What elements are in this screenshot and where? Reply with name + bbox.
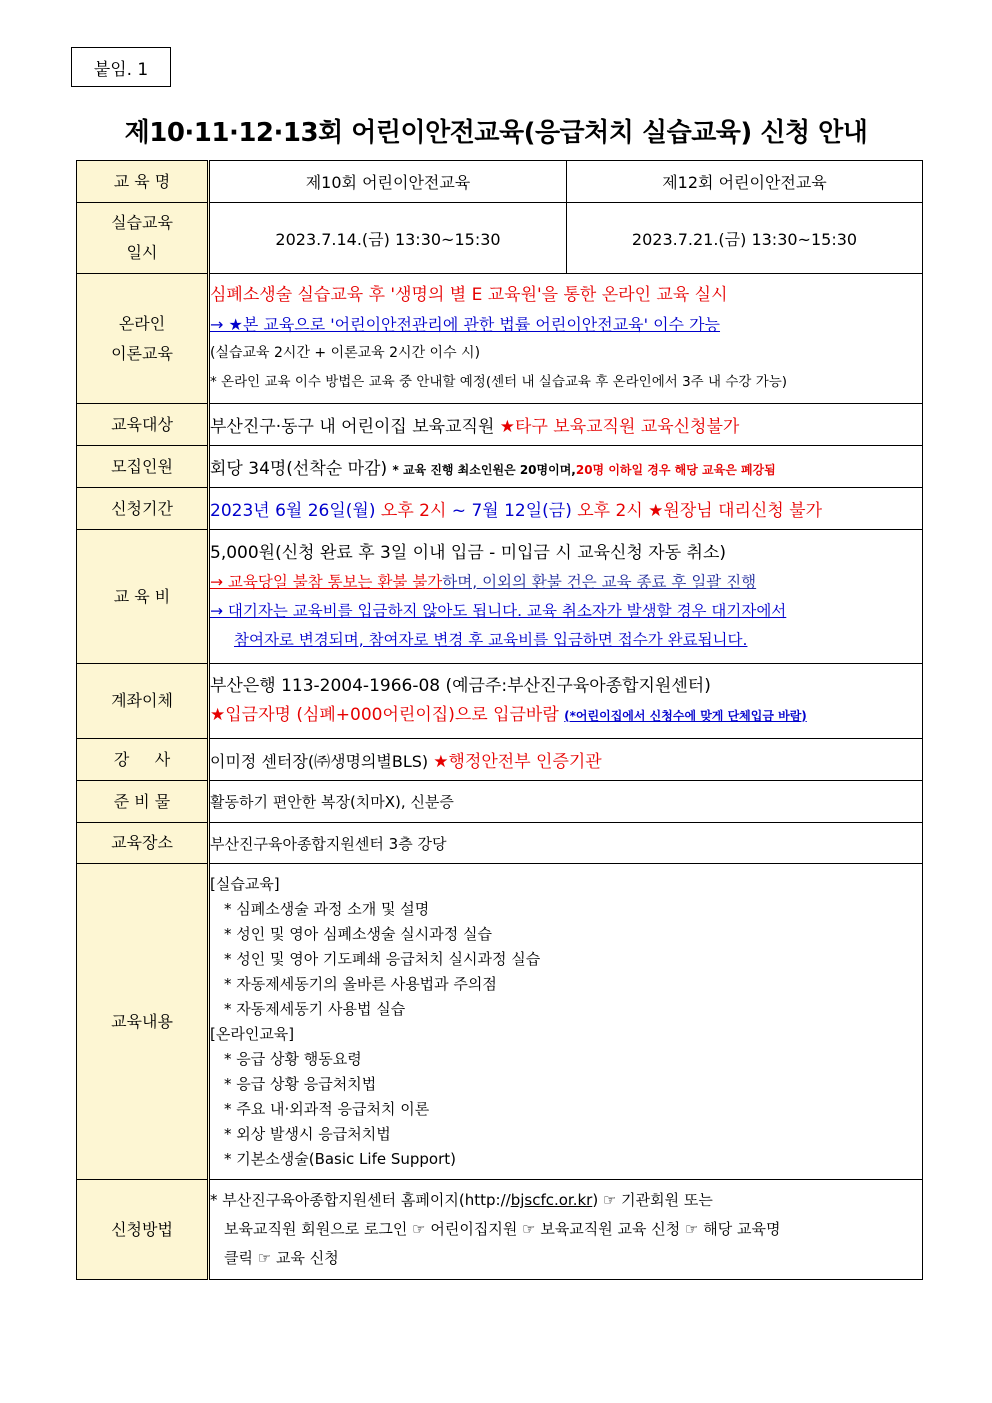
fee-line-1: 5,000원(신청 완료 후 3일 이내 입금 - 미입금 시 교육신청 자동 취소) [210,542,727,563]
method-content [209,1180,923,1280]
row-target [77,404,923,446]
label-content: 교육내용 [77,864,209,1180]
content-practice-item: * 심폐소생술 과정 소개 및 설명 [224,899,430,918]
period-sep: ~ [451,501,467,521]
row-fee [77,530,923,664]
account-depositor-note: ★입금자명 (심폐+000어린이집)으로 입금바람 [210,704,559,725]
content-online-item: * 응급 상황 행동요령 [224,1049,362,1068]
period-start-date: 2023년 6월 26일(월) [210,501,376,521]
fee-content [209,530,923,664]
row-course-name [77,161,923,203]
instructor-badge: ★행정안전부 인증기관 [433,752,602,772]
recruit-content [209,446,923,488]
account-line-2 [210,701,922,731]
course-name-10: 제10회 어린이안전교육 [209,161,567,203]
recruit-note-b: 20명 이하일 경우 해당 교육은 폐강됨 [575,463,776,477]
label-target: 교육대상 [77,404,209,446]
period-end-time: 오후 2시 [577,501,643,521]
content-practice-item: * 자동제세동기 사용법 실습 [224,999,406,1018]
practice-datetime-12: 2023.7.21.(금) 13:30~15:30 [567,203,923,274]
label-fee: 교 육 비 [77,530,209,664]
fee-line-3: → 대기자는 교육비를 입금하지 않아도 됩니다. 교육 취소자가 발생할 경우 대기자에서 [210,601,787,620]
content-practice-item: * 성인 및 영아 기도폐쇄 응급처치 실시과정 실습 [224,949,541,968]
prep-text: 활동하기 편안한 복장(치마X), 신분증 [209,781,923,823]
content-list [209,864,923,1180]
online-line-4: * 온라인 교육 이수 방법은 교육 중 안내할 예정(센터 내 실습교육 후 온라인에서 3주 내 수강 가능) [210,373,788,390]
recruit-note-a: * 교육 진행 최소인원은 20명이며, [392,463,576,477]
recruit-text: 회당 34명(선착순 마감) [210,459,388,479]
method-line-2: 보육교직원 회원으로 로그인 ☞ 어린이집지원 ☞ 보육교직원 교육 신청 ☞ 해당 교육명 [224,1220,781,1238]
method-line-1-b: ) ☞ 기관회원 또는 [592,1191,713,1209]
row-recruit [77,446,923,488]
row-prep [77,781,923,823]
content-online-item: * 응급 상황 응급처치법 [224,1074,377,1093]
label-online-line1: 온라인 [118,313,166,333]
online-line-2: → ★본 교육으로 '어린이안전관리에 관한 법률 어린이안전교육' 이수 가능 [210,314,721,334]
label-online [77,274,209,404]
row-practice-datetime [77,203,923,274]
row-online [77,274,923,404]
account-content [209,664,923,739]
method-line-1 [210,1186,922,1215]
label-practice-datetime [77,203,209,274]
account-line-1: 부산은행 113-2004-1966-08 (예금주:부산진구육아종합지원센터) [210,675,711,696]
info-table [76,160,923,1280]
row-instructor [77,739,923,781]
label-course-name: 교 육 명 [77,161,209,203]
period-end-date: 7월 12일(금) [471,501,572,521]
fee-line-2-a: → 교육당일 불참 통보는 환불 불가 [210,572,443,591]
label-period: 신청기간 [77,488,209,530]
label-account: 계좌이체 [77,664,209,739]
period-warning: ★원장님 대리신청 불가 [648,501,823,521]
content-online-item: * 주요 내·외과적 응급처치 이론 [224,1099,430,1118]
instructor-content [209,739,923,781]
period-content [209,488,923,530]
venue-text: 부산진구육아종합지원센터 3층 강당 [209,823,923,864]
online-line-3: (실습교육 2시간 + 이론교육 2시간 이수 시) [210,344,481,361]
fee-line-2 [210,568,922,597]
page-title: 제10·11·12·13회 어린이안전교육(응급처치 실습교육) 신청 안내 [124,118,868,148]
homepage-link[interactable]: bjscfc.or.kr [510,1191,593,1209]
method-line-1-a: * 부산진구육아종합지원센터 홈페이지(http:// [210,1191,511,1209]
course-name-12: 제12회 어린이안전교육 [567,161,923,203]
online-content [209,274,923,404]
label-method: 신청방법 [77,1180,209,1280]
row-venue [77,823,923,864]
target-content [209,404,923,446]
row-account [77,664,923,739]
online-line-1: 심폐소생술 실습교육 후 '생명의 별 E 교육원'을 통한 온라인 교육 실시 [210,284,728,305]
label-prep: 준 비 물 [77,781,209,823]
fee-line-4: 참여자로 변경되며, 참여자로 변경 후 교육비를 입금하면 접수가 완료됩니다. [234,630,748,649]
account-group-note: (*어린이집에서 신청수에 맞게 단체입금 바람) [564,708,807,723]
row-content [77,864,923,1180]
attachment-label: 붙임. 1 [71,47,171,87]
practice-datetime-10: 2023.7.14.(금) 13:30~15:30 [209,203,567,274]
row-method [77,1180,923,1280]
label-practice-datetime-line2: 일시 [126,243,158,262]
content-practice-item: * 성인 및 영아 심폐소생술 실시과정 실습 [224,924,492,943]
label-venue: 교육장소 [77,823,209,864]
method-line-3: 클릭 ☞ 교육 신청 [224,1249,339,1267]
instructor-text: 이미정 센터장(㈜생명의별BLS) [210,752,429,771]
content-online-header: [온라인교육] [210,1024,295,1043]
label-online-line2: 이론교육 [111,343,173,363]
target-text: 부산진구·동구 내 어린이집 보육교직원 [210,417,495,437]
fee-line-2-b: 하며, 이외의 환불 건은 교육 종료 후 일괄 진행 [442,572,757,591]
target-warning: ★타구 보육교직원 교육신청불가 [499,417,740,437]
content-online-item: * 기본소생술(Basic Life Support) [224,1149,457,1168]
content-practice-item: * 자동제세동기의 올바른 사용법과 주의점 [224,974,497,993]
content-practice-header: [실습교육] [210,874,280,893]
period-start-time: 오후 2시 [380,501,447,521]
label-practice-datetime-line1: 실습교육 [111,213,173,232]
label-recruit: 모집인원 [77,446,209,488]
row-period [77,488,923,530]
label-instructor: 강 사 [77,739,209,781]
content-online-item: * 외상 발생시 응급처치법 [224,1124,391,1143]
